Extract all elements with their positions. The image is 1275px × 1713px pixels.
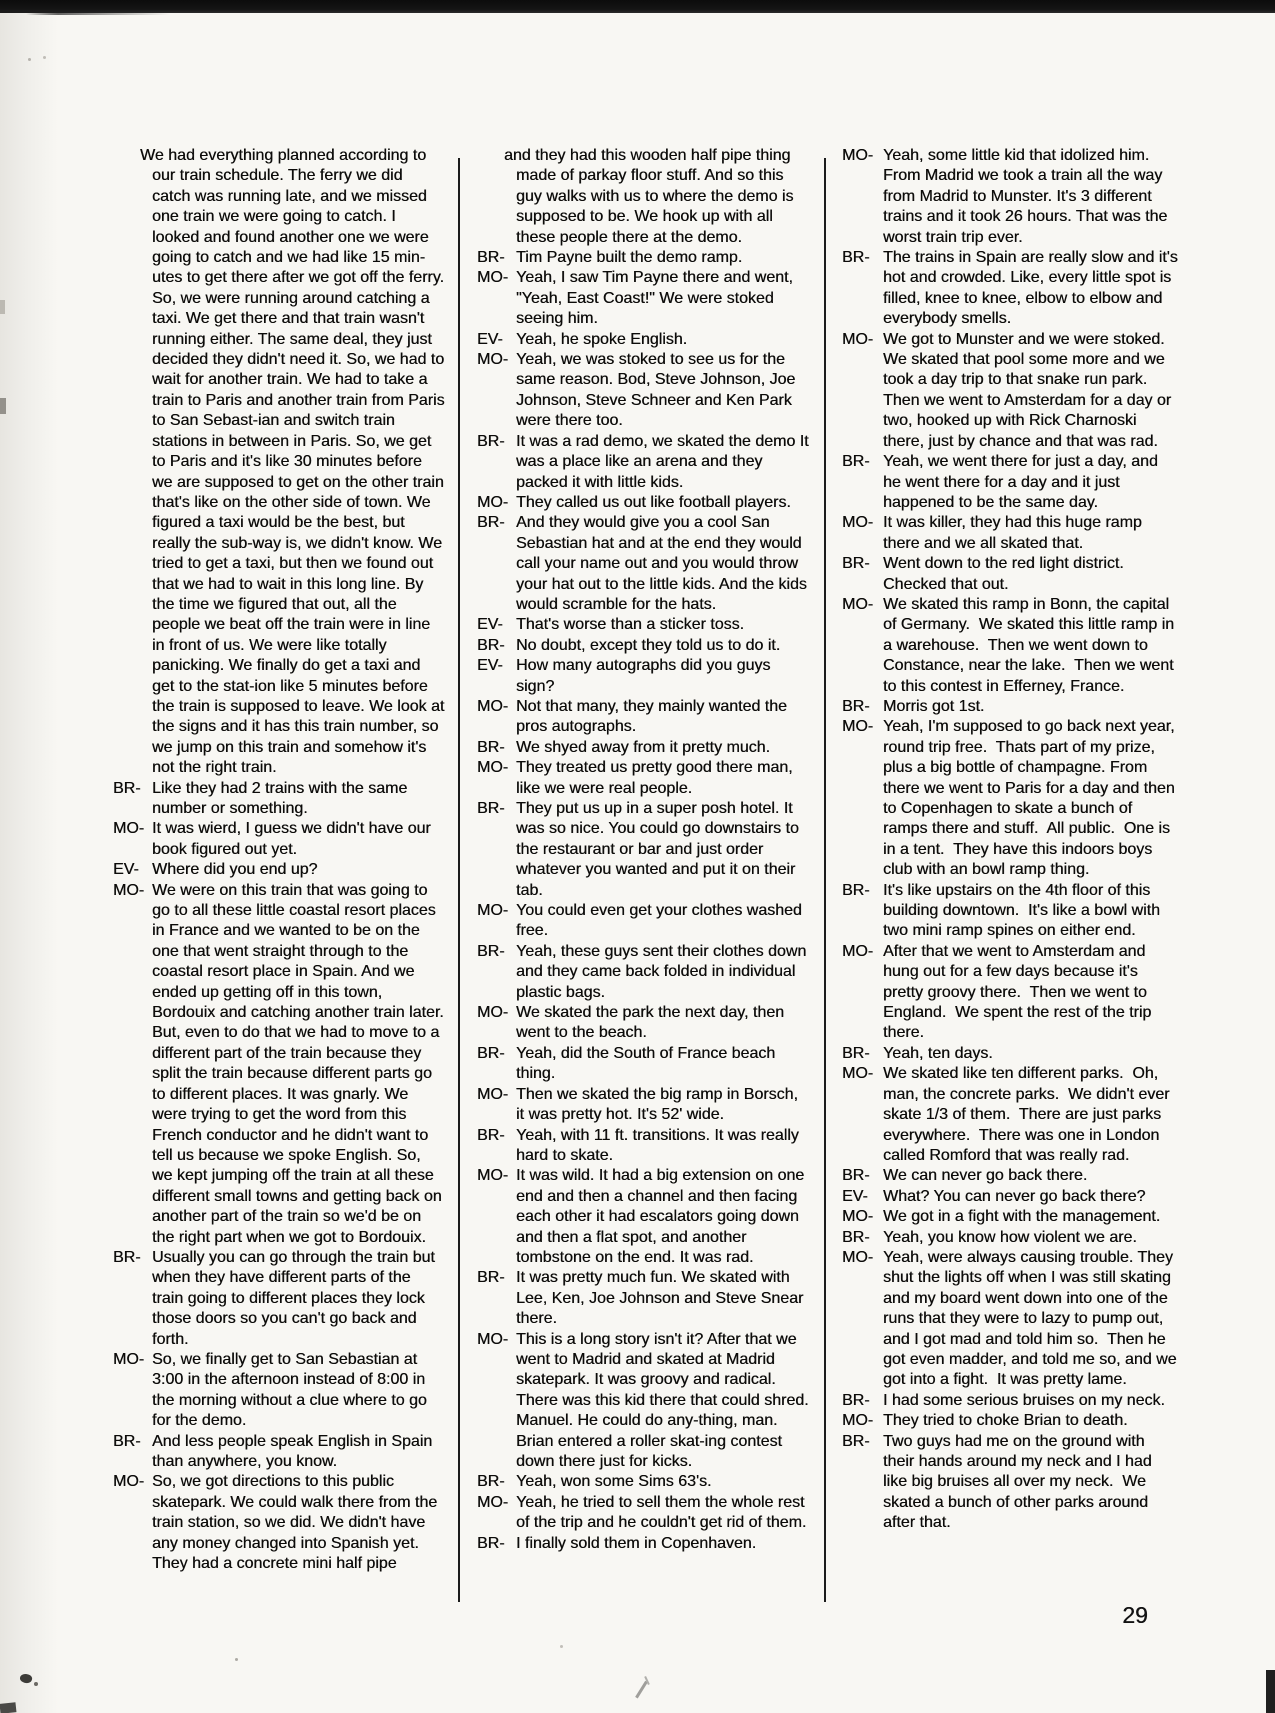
speaker-label: MO- xyxy=(477,759,509,777)
dialogue-entry xyxy=(842,1248,1181,1391)
dialogue-text: Yeah, I'm supposed to go back next year, round trip free. Thats part of my prize, plus a big bottle of champagne. From there we went to Paris for a day and then to Copenhagen to skate a bunch of ramps there and stuff. All public. One is in a tent. They have this indoors boys club with an bowl ramp thing. xyxy=(883,718,1180,879)
dialogue-entry xyxy=(113,881,449,1248)
top-border-bar xyxy=(0,0,1275,13)
speaker-label: BR- xyxy=(842,1228,870,1246)
dialogue-text: We skated this ramp in Bonn, the capital of Germany. We skated this little ramp in a warehouse. Then we went down to Constance, near the lake. Then we went to this contest in Efferney, France. xyxy=(883,595,1179,695)
dialogue-entry xyxy=(477,799,810,901)
dialogue-text: Yeah, ten days. xyxy=(883,1044,993,1062)
speaker-label: BR- xyxy=(842,555,870,573)
dialogue-entry xyxy=(477,758,810,799)
dialogue-entry xyxy=(477,1534,810,1554)
dialogue-entry xyxy=(477,1126,810,1167)
scan-speck xyxy=(28,58,31,61)
dialogue-entry xyxy=(842,1411,1178,1431)
speaker-label: BR- xyxy=(113,1248,141,1266)
dialogue-entry xyxy=(842,1432,1178,1534)
dialogue-text: This is a long story isn't it? After that we went to Madrid and skated at Madrid skatepark. It was groovy and radical. There was this kid there that could shred. Manuel. He could do any-thing, man. Brian entered a roller skat-ing contest down there just for kicks. xyxy=(516,1330,814,1470)
speaker-label: MO- xyxy=(842,1208,874,1226)
speaker-label: MO- xyxy=(842,330,874,348)
dialogue-text: How many autographs did you guys sign? xyxy=(516,657,775,695)
speaker-label: MO- xyxy=(842,147,874,164)
dialogue-entry xyxy=(842,697,1178,717)
speaker-label: MO- xyxy=(842,718,874,736)
speaker-label: MO- xyxy=(842,1065,874,1083)
dialogue-entry xyxy=(842,554,1178,595)
speaker-label: BR- xyxy=(842,1391,870,1409)
dialogue-text: And they would give you a cool San Sebastian hat and at the end they would call your name out and you would throw your hat out to the little kids. And the kids would scramble for the hats. xyxy=(516,514,812,613)
dialogue-text: You could even get your clothes washed free. xyxy=(516,902,807,940)
column-divider-2 xyxy=(824,158,826,1602)
dialogue-entry xyxy=(113,819,445,860)
dialogue-entry xyxy=(477,432,814,493)
dialogue-text: Went down to the red light district. Checked that out. xyxy=(883,555,1129,593)
text-column-1 xyxy=(113,146,450,1574)
dialogue-entry xyxy=(842,146,1178,248)
speaker-label: BR- xyxy=(477,1534,505,1552)
page-number: 29 xyxy=(1122,1602,1148,1628)
dialogue-text: Two guys had me on the ground with their hands around my neck and I had like big bruises all over my neck. We skated a bunch of other parks around after that. xyxy=(883,1432,1157,1532)
dialogue-text: They tried to choke Brian to death. xyxy=(883,1412,1128,1430)
dialogue-text: We were on this train that was going to go to all these little coastal resort places in France and we wanted to be on the one that went straight through to the coastal resort place in Spain. And we ended up getting off in this town, Bordouix and catching another train later. But, even to do that we had to move to a different part of the train because they split the train because different parts go to different places. It was gnarly. We were trying to get the word from this French conductor and he didn't want to tell us because we spoke English. So, we kept jumping off the train at all these different small towns and getting back on another part of the train so we'd be on the right part when we got to Bordouix. xyxy=(152,881,449,1246)
dialogue-text: Morris got 1st. xyxy=(883,697,985,715)
column-divider-1 xyxy=(458,158,460,1602)
dialogue-text: Like they had 2 trains with the same number or something. xyxy=(152,779,412,817)
left-scan-shadow xyxy=(0,13,58,1713)
scan-speck xyxy=(0,1702,16,1713)
speaker-label: BR- xyxy=(477,636,505,654)
dialogue-text: They put us up in a super posh hotel. It was so nice. You could go downstairs to the restaurant or bar and just order whatever you wanted and put it on their tab. xyxy=(516,800,804,899)
dialogue-text: It was wierd, I guess we didn't have our book figured out yet. xyxy=(152,820,436,858)
speaker-label: MO- xyxy=(842,1412,874,1430)
dialogue-entry xyxy=(477,1330,814,1473)
dialogue-entry xyxy=(477,901,810,942)
dialogue-text: Yeah, we went there for just a day, and he went there for a day and it just happened to be the same day. xyxy=(883,453,1163,511)
speaker-label: MO- xyxy=(113,1473,145,1491)
speaker-label: MO- xyxy=(477,1493,509,1511)
dialogue-entry xyxy=(477,942,810,1003)
speaker-label: MO- xyxy=(842,942,874,960)
dialogue-entry xyxy=(113,1432,445,1473)
dialogue-entry xyxy=(477,1472,810,1492)
dialogue-text: It was wild. It had a big extension on one end and then a channel and then facing each other it had escalators going down and then a flat spot, and another tombstone on the end. It was rad. xyxy=(516,1167,809,1266)
speaker-label: BR- xyxy=(842,697,870,715)
speaker-label: BR- xyxy=(477,514,505,532)
speaker-label: BR- xyxy=(842,881,870,899)
speaker-label: BR- xyxy=(842,249,870,267)
dialogue-entry xyxy=(842,881,1178,942)
dialogue-text: Yeah, I saw Tim Payne there and went, "Yeah, East Coast!" We were stoked seeing him. xyxy=(516,269,798,328)
dialogue-entry xyxy=(477,1166,810,1268)
scan-edge-mark xyxy=(1266,1670,1275,1713)
dialogue-entry xyxy=(477,1268,810,1329)
speaker-label: BR- xyxy=(477,1269,505,1287)
dialogue-text: We got to Munster and we were stoked. We skated that pool some more and we took a day trip to that snake run park. Then we went to Amsterdam for a day or two, hooked up with Rick Charnoski there, just by chance and that was rad. xyxy=(883,330,1176,450)
speaker-label: MO- xyxy=(477,902,509,920)
dialogue-entry xyxy=(477,350,810,432)
dialogue-entry xyxy=(842,942,1178,1044)
speaker-label: EV- xyxy=(477,657,503,675)
speaker-label: MO- xyxy=(113,820,145,838)
dialogue-entry xyxy=(477,636,810,656)
dialogue-entry xyxy=(477,268,810,329)
dialogue-text: Yeah, we was stoked to see us for the same reason. Bod, Steve Johnson, Joe Johnson, Steve Schneer and Ken Park were there too. xyxy=(516,351,800,430)
dialogue-text: Yeah, with 11 ft. transitions. It was really hard to skate. xyxy=(516,1126,804,1164)
dialogue-text: Yeah, did the South of France beach thing. xyxy=(516,1044,780,1083)
dialogue-text: So, we finally get to San Sebastian at 3:00 in the afternoon instead of 8:00 in the morning without a clue where to go for the demo. xyxy=(152,1350,432,1430)
dialogue-entry xyxy=(477,1044,810,1085)
dialogue-entry xyxy=(842,1187,1178,1207)
speaker-label: BR- xyxy=(477,738,505,756)
dialogue-text: So, we got directions to this public skatepark. We could walk there from the train station, so we did. We didn't have any money changed into Spanish yet. They had a concrete mini half pipe xyxy=(152,1473,442,1573)
speaker-label: MO- xyxy=(477,1085,509,1103)
speaker-label: BR- xyxy=(842,1044,870,1062)
dialogue-entry xyxy=(477,1003,810,1044)
dialogue-entry xyxy=(477,1493,810,1534)
speaker-label: MO- xyxy=(477,1330,509,1348)
speaker-label: BR- xyxy=(477,800,505,817)
text-column-2 xyxy=(477,146,814,1554)
speaker-label: BR- xyxy=(842,1432,870,1450)
dialogue-text: It was killer, they had this huge ramp there and we all skated that. xyxy=(883,514,1147,552)
dialogue-text: They called us out like football players. xyxy=(516,493,791,511)
dialogue-continuation xyxy=(113,146,450,779)
speaker-label: BR- xyxy=(477,1473,505,1491)
dialogue-entry xyxy=(113,1248,445,1350)
scan-speck xyxy=(34,1682,38,1686)
dialogue-text: We got in a fight with the management. xyxy=(883,1208,1161,1226)
dialogue-text: We shyed away from it pretty much. xyxy=(516,738,771,756)
dialogue-text: Not that many, they mainly wanted the pros autographs. xyxy=(516,697,792,736)
dialogue-entry xyxy=(842,248,1183,330)
speaker-label: BR- xyxy=(842,453,870,471)
scan-speck xyxy=(560,1645,563,1648)
text-column-3 xyxy=(842,146,1183,1534)
dialogue-entry xyxy=(842,1207,1178,1227)
speaker-label: MO- xyxy=(477,493,509,511)
speaker-label: BR- xyxy=(842,1167,870,1185)
scan-speck xyxy=(43,56,46,59)
dialogue-entry xyxy=(477,656,810,697)
dialogue-entry xyxy=(842,1391,1178,1411)
dialogue-text: It was pretty much fun. We skated with Lee, Ken, Joe Johnson and Steve Snear there. xyxy=(516,1269,808,1328)
dialogue-text: Yeah, he tried to sell them the whole rest of the trip and he couldn't get rid of them. xyxy=(516,1493,809,1532)
dialogue-text: It's like upstairs on the 4th floor of this building downtown. It's like a bowl with two mini ramp spines on either end. xyxy=(883,881,1165,940)
dialogue-text: Tim Payne built the demo ramp. xyxy=(516,249,743,267)
speaker-label: BR- xyxy=(113,779,141,797)
speaker-label: BR- xyxy=(477,1126,505,1144)
speaker-label: EV- xyxy=(842,1187,868,1205)
dialogue-entry xyxy=(842,717,1178,880)
speaker-label: MO- xyxy=(842,1248,874,1266)
dialogue-text: We skated the park the next day, then went to the beach. xyxy=(516,1004,789,1042)
dialogue-entry xyxy=(477,615,810,635)
dialogue-entry xyxy=(842,1166,1178,1186)
dialogue-entry xyxy=(113,860,445,880)
speaker-label: MO- xyxy=(842,514,874,532)
dialogue-entry xyxy=(113,779,445,820)
dialogue-text: Where did you end up? xyxy=(152,861,318,879)
dialogue-entry xyxy=(113,1472,445,1574)
dialogue-entry xyxy=(477,493,810,513)
dialogue-entry xyxy=(842,1064,1178,1166)
dialogue-entry xyxy=(477,248,810,268)
dialogue-entry xyxy=(842,513,1178,554)
speaker-label: MO- xyxy=(477,269,509,287)
dialogue-text: We had everything planned according to our train schedule. The ferry we did catch was running late, and we missed one train we were going to catch. I looked and found another one we were going to catch and we had like 15 min-utes to get there after we got off the ferry. So, we were running around catching a taxi. We get there and that train wasn't running either. The same deal, they just decided they didn't need it. So, we had to wait for another train. We had to take a train to Paris and another train from Paris to San Sebast-ian and switch train stations in between in Paris. So, we get to Paris and it's like 30 minutes before we are supposed to get on the other train that's like on the other side of town. We figured a taxi would be the best, but really the sub-way is, we didn't know. We tried to get a taxi, but then we found out that we had to wait in this long line. By the time we figured that out, all the people we beat off the train were in line in front of us. We were like totally panicking. We finally do get a taxi and get to the stat-ion like 5 minutes before the train is supposed to leave. We look at the signs and it has this train number, so we jump on this train and somehow it's not the right train. xyxy=(140,147,450,777)
speaker-label: EV- xyxy=(113,861,139,879)
scan-edge-mark xyxy=(0,398,6,414)
dialogue-text: I finally sold them in Copenhaven. xyxy=(516,1534,757,1552)
speaker-label: MO- xyxy=(842,595,874,613)
dialogue-text: Yeah, he spoke English. xyxy=(516,330,688,348)
dialogue-entry xyxy=(842,1044,1178,1064)
dialogue-entry xyxy=(842,452,1178,513)
dialogue-text: I had some serious bruises on my neck. xyxy=(883,1391,1165,1409)
speaker-label: BR- xyxy=(113,1432,141,1450)
dialogue-entry xyxy=(477,330,810,350)
dialogue-text: The trains in Spain are really slow and it's hot and crowded. Like, every little spot is filled, knee to knee, elbow to elbow and everybody smells. xyxy=(883,249,1183,328)
dialogue-entry xyxy=(477,1085,810,1126)
dialogue-text: We can never go back there. xyxy=(883,1167,1088,1185)
dialogue-text: Yeah, were always causing trouble. They shut the lights off when I was still skating and my board went down into one of the runs that they were to lazy to pump out, and I got mad and told him so. Then he got even madder, and told me so, and we got into a fight. It was pretty lame. xyxy=(883,1248,1181,1389)
speaker-label: MO- xyxy=(477,697,509,715)
dialogue-entry xyxy=(842,330,1178,452)
scan-speck xyxy=(635,1681,647,1698)
dialogue-text: Yeah, these guys sent their clothes down and they came back folded in individual plastic bags. xyxy=(516,942,811,1001)
dialogue-entry xyxy=(477,697,810,738)
dialogue-text: and they had this wooden half pipe thing made of parkay floor stuff. And so this guy walks with us to where the demo is supposed to be. We hook up with all these people there at the demo. xyxy=(504,147,798,246)
dialogue-text: They treated us pretty good there man, like we were real people. xyxy=(516,759,798,797)
dialogue-text: Then we skated the big ramp in Borsch, it was pretty hot. It's 52' wide. xyxy=(516,1085,803,1124)
dialogue-entry xyxy=(842,1228,1178,1248)
speaker-label: EV- xyxy=(477,330,503,348)
speaker-label: MO- xyxy=(477,1167,509,1185)
dialogue-text: No doubt, except they told us to do it. xyxy=(516,636,781,654)
speaker-label: MO- xyxy=(477,351,509,369)
dialogue-text: Usually you can go through the train but when they have different parts of the train going to different places they lock those doors so you can't go back and forth. xyxy=(152,1248,440,1348)
speaker-label: EV- xyxy=(477,616,503,634)
dialogue-entry xyxy=(113,1350,445,1432)
dialogue-text: Yeah, you know how violent we are. xyxy=(883,1228,1137,1246)
speaker-label: BR- xyxy=(477,249,505,267)
speaker-label: MO- xyxy=(113,1350,145,1368)
scan-edge-mark xyxy=(0,300,5,314)
scan-speck xyxy=(235,1658,238,1661)
dialogue-text: Yeah, some little kid that idolized him. From Madrid we took a train all the way from Madrid to Munster. It's 3 different trains and it took 26 hours. That was the worst train trip ever. xyxy=(883,147,1172,246)
dialogue-continuation xyxy=(477,146,810,248)
speaker-label: MO- xyxy=(477,1004,509,1022)
dialogue-text: Yeah, won some Sims 63's. xyxy=(516,1473,712,1491)
dialogue-text: And less people speak English in Spain than anywhere, you know. xyxy=(152,1432,437,1470)
dialogue-text: We skated like ten different parks. Oh, man, the concrete parks. We didn't ever skate 1/3 of them. There are just parks everywhere. There was one in London called Romford that was really rad. xyxy=(883,1065,1174,1164)
dialogue-text: After that we went to Amsterdam and hung out for a few days because it's pretty groovy there. Then we went to England. We spent the rest of the trip there. xyxy=(883,942,1156,1042)
dialogue-entry xyxy=(477,738,810,758)
speaker-label: MO- xyxy=(113,881,145,899)
speaker-label: BR- xyxy=(477,942,505,960)
speaker-label: BR- xyxy=(477,432,505,450)
dialogue-text: That's worse than a sticker toss. xyxy=(516,616,745,634)
dialogue-entry xyxy=(477,513,810,615)
speaker-label: BR- xyxy=(477,1044,505,1062)
dialogue-entry xyxy=(842,595,1178,697)
dialogue-text: What? You can never go back there? xyxy=(883,1187,1146,1205)
dialogue-text: It was a rad demo, we skated the demo It was a place like an arena and they packed it with little kids. xyxy=(516,432,814,491)
